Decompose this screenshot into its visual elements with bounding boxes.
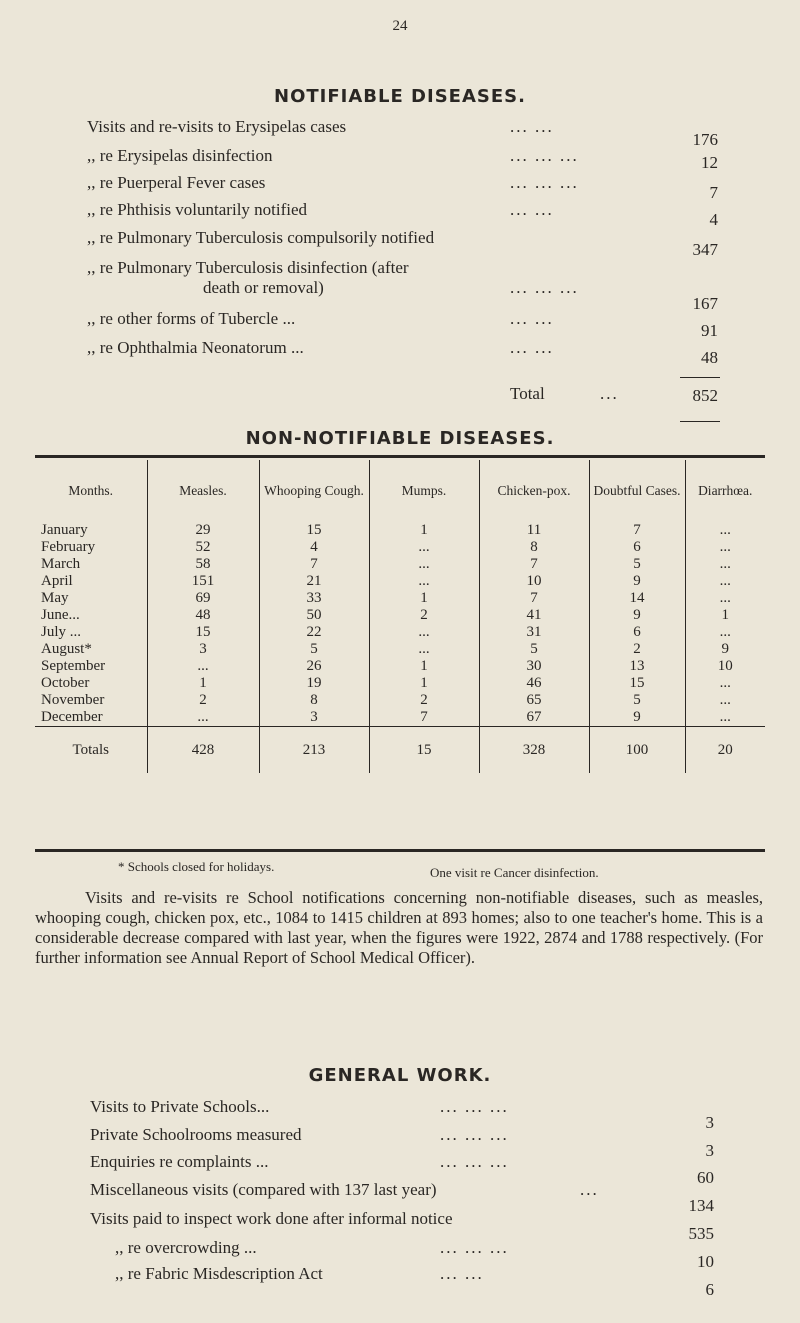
value-cell: 1 bbox=[369, 658, 479, 675]
general-work-value: 535 bbox=[688, 1224, 714, 1243]
notifiable-row-value: 48 bbox=[701, 348, 718, 367]
notifiable-total-dots: ... bbox=[600, 384, 619, 403]
value-cell: ... bbox=[369, 624, 479, 641]
value-cell: ... bbox=[369, 641, 479, 658]
column-header: Doubtful Cases. bbox=[589, 460, 685, 522]
value-cell: 69 bbox=[147, 590, 259, 607]
notifiable-row-label: ,, re Puerperal Fever cases bbox=[87, 173, 266, 192]
notifiable-row-dots: ... ... bbox=[510, 200, 554, 219]
value-cell: 10 bbox=[479, 573, 589, 590]
value-cell: 9 bbox=[589, 607, 685, 624]
value-cell: 48 bbox=[147, 607, 259, 624]
column-header: Chicken-pox. bbox=[479, 460, 589, 522]
value-cell: 1 bbox=[685, 607, 765, 624]
footnote-holidays: * Schools closed for holidays. bbox=[118, 859, 275, 874]
month-cell: April bbox=[41, 573, 73, 589]
month-cell: September bbox=[41, 658, 106, 674]
value-cell: 41 bbox=[479, 607, 589, 624]
month-cell: July ... bbox=[41, 624, 82, 640]
value-cell: 9 bbox=[589, 709, 685, 727]
month-cell: March bbox=[41, 556, 81, 572]
value-cell: 9 bbox=[685, 641, 765, 658]
value-cell: 22 bbox=[259, 624, 369, 641]
month-cell: June... bbox=[41, 607, 80, 623]
general-work-dots: ... ... ... bbox=[440, 1238, 509, 1257]
column-header: Whooping Cough. bbox=[259, 460, 369, 522]
non-notifiable-table bbox=[35, 460, 765, 773]
value-cell: ... bbox=[685, 624, 765, 641]
value-cell: ... bbox=[685, 709, 765, 727]
totals-cell: 328 bbox=[479, 727, 589, 774]
value-cell: ... bbox=[685, 590, 765, 607]
value-cell: 46 bbox=[479, 675, 589, 692]
value-cell: 5 bbox=[589, 556, 685, 573]
general-work-dots: ... ... ... bbox=[440, 1125, 509, 1144]
value-cell: ... bbox=[147, 709, 259, 727]
general-work-dots: ... bbox=[580, 1180, 599, 1199]
general-work-label: Visits to Private Schools... bbox=[90, 1097, 270, 1116]
value-cell: 3 bbox=[259, 709, 369, 727]
value-cell: 10 bbox=[685, 658, 765, 675]
notifiable-row-value: 176 bbox=[692, 130, 718, 149]
value-cell: 3 bbox=[147, 641, 259, 658]
notifiable-row-dots: ... ... ... bbox=[510, 278, 579, 297]
value-cell: 6 bbox=[589, 624, 685, 641]
value-cell: 1 bbox=[369, 522, 479, 539]
value-cell: 1 bbox=[369, 675, 479, 692]
value-cell: 6 bbox=[589, 539, 685, 556]
general-work-dots: ... ... ... bbox=[440, 1097, 509, 1116]
general-work-label: Miscellaneous visits (compared with 137 last year) bbox=[90, 1180, 437, 1199]
value-cell: 65 bbox=[479, 692, 589, 709]
notifiable-title: NOTIFIABLE DISEASES. bbox=[274, 86, 526, 107]
notifiable-row-value: 91 bbox=[701, 321, 718, 340]
notifiable-row-label: ,, re Ophthalmia Neonatorum ... bbox=[87, 338, 304, 357]
value-cell: 2 bbox=[369, 692, 479, 709]
totals-label: Totals bbox=[35, 727, 147, 774]
general-work-value: 60 bbox=[697, 1168, 714, 1187]
table-row bbox=[35, 539, 765, 556]
general-work-label: ,, re overcrowding ... bbox=[115, 1238, 257, 1257]
notifiable-total-label: Total bbox=[510, 384, 545, 403]
month-cell: January bbox=[41, 522, 88, 538]
value-cell: ... bbox=[369, 556, 479, 573]
table-top-rule bbox=[35, 455, 765, 458]
totals-cell: 100 bbox=[589, 727, 685, 774]
table-row bbox=[35, 590, 765, 607]
notifiable-row-dots: ... ... bbox=[510, 309, 554, 328]
value-cell: 15 bbox=[589, 675, 685, 692]
table-row bbox=[35, 641, 765, 658]
value-cell: 15 bbox=[147, 624, 259, 641]
value-cell: 67 bbox=[479, 709, 589, 727]
value-cell: ... bbox=[685, 675, 765, 692]
notifiable-row-value: 167 bbox=[692, 294, 718, 313]
totals-row bbox=[35, 727, 765, 774]
value-cell: 1 bbox=[147, 675, 259, 692]
footnote-cancer: One visit re Cancer disinfection. bbox=[430, 865, 599, 880]
general-work-label: Visits paid to inspect work done after informal notice bbox=[90, 1209, 453, 1228]
general-work-label: Enquiries re complaints ... bbox=[90, 1152, 269, 1171]
value-cell: 5 bbox=[479, 641, 589, 658]
value-cell: 2 bbox=[369, 607, 479, 624]
value-cell: 31 bbox=[479, 624, 589, 641]
value-cell: 8 bbox=[259, 692, 369, 709]
general-work-dots: ... ... bbox=[440, 1264, 484, 1283]
notifiable-row-label: ,, re Erysipelas disinfection bbox=[87, 146, 273, 165]
notifiable-row-label: ,, re other forms of Tubercle ... bbox=[87, 309, 296, 328]
column-header: Diarrhœa. bbox=[685, 460, 765, 522]
notifiable-row-dots: ... ... bbox=[510, 338, 554, 357]
non-notifiable-title: NON-NOTIFIABLE DISEASES. bbox=[245, 428, 555, 449]
value-cell: 14 bbox=[589, 590, 685, 607]
value-cell: 7 bbox=[479, 590, 589, 607]
table-bottom-rule bbox=[35, 849, 765, 852]
notifiable-row-dots: ... ... ... bbox=[510, 173, 579, 192]
value-cell: 58 bbox=[147, 556, 259, 573]
table-row bbox=[35, 607, 765, 624]
notifiable-row-value: 12 bbox=[701, 153, 718, 172]
table-row bbox=[35, 556, 765, 573]
table-row bbox=[35, 522, 765, 539]
notifiable-row-value: 7 bbox=[709, 183, 718, 202]
general-work-value: 134 bbox=[688, 1196, 714, 1215]
month-cell: December bbox=[41, 709, 103, 725]
totals-cell: 15 bbox=[369, 727, 479, 774]
column-header: Measles. bbox=[147, 460, 259, 522]
totals-cell: 20 bbox=[685, 727, 765, 774]
school-notifications-paragraph: Visits and re-visits re School notifications concerning non-notifiable diseases, such as measles, whooping cough, chicken pox, etc., 1084 to 1415 children at 893 homes; also to one teacher's home. This is a considerable decrease compared with last year, when the figures were 1922, 2874 and 1788 respectively. (For further information see Annual Report of School Medical Officer). bbox=[35, 888, 763, 967]
notifiable-row-label: Visits and re-visits to Erysipelas cases bbox=[87, 117, 347, 136]
table-row bbox=[35, 675, 765, 692]
total-rule-top bbox=[680, 377, 720, 378]
notifiable-row-label: ,, re Pulmonary Tuberculosis compulsorily notified bbox=[87, 228, 435, 247]
table-row bbox=[35, 658, 765, 675]
value-cell: 13 bbox=[589, 658, 685, 675]
value-cell: 151 bbox=[147, 573, 259, 590]
notifiable-row-label: death or removal) bbox=[203, 278, 324, 297]
table-row bbox=[35, 573, 765, 590]
value-cell: ... bbox=[685, 692, 765, 709]
month-cell: May bbox=[41, 590, 69, 606]
notifiable-row-dots: ... ... bbox=[510, 117, 554, 136]
value-cell: 21 bbox=[259, 573, 369, 590]
general-work-value: 6 bbox=[705, 1280, 714, 1299]
value-cell: 7 bbox=[589, 522, 685, 539]
value-cell: 4 bbox=[259, 539, 369, 556]
value-cell: ... bbox=[147, 658, 259, 675]
table-header-row bbox=[35, 460, 765, 522]
totals-cell: 428 bbox=[147, 727, 259, 774]
notifiable-row-label: ,, re Phthisis voluntarily notified bbox=[87, 200, 308, 219]
value-cell: ... bbox=[369, 573, 479, 590]
value-cell: 52 bbox=[147, 539, 259, 556]
notifiable-row-dots: ... ... ... bbox=[510, 146, 579, 165]
page-number: 24 bbox=[392, 18, 408, 34]
value-cell: 7 bbox=[369, 709, 479, 727]
table-row bbox=[35, 709, 765, 727]
value-cell: 7 bbox=[259, 556, 369, 573]
value-cell: 15 bbox=[259, 522, 369, 539]
value-cell: ... bbox=[685, 573, 765, 590]
value-cell: 2 bbox=[147, 692, 259, 709]
value-cell: 19 bbox=[259, 675, 369, 692]
value-cell: 5 bbox=[589, 692, 685, 709]
table-body bbox=[35, 522, 765, 773]
column-header: Mumps. bbox=[369, 460, 479, 522]
value-cell: 33 bbox=[259, 590, 369, 607]
value-cell: 50 bbox=[259, 607, 369, 624]
value-cell: 26 bbox=[259, 658, 369, 675]
value-cell: 9 bbox=[589, 573, 685, 590]
value-cell: 29 bbox=[147, 522, 259, 539]
column-header: Months. bbox=[68, 483, 114, 499]
month-cell: October bbox=[41, 675, 90, 691]
month-cell: August* bbox=[41, 641, 92, 657]
notifiable-row-value: 4 bbox=[709, 210, 718, 229]
value-cell: 8 bbox=[479, 539, 589, 556]
general-work-value: 3 bbox=[705, 1141, 714, 1160]
value-cell: 30 bbox=[479, 658, 589, 675]
totals-cell: 213 bbox=[259, 727, 369, 774]
notifiable-total-value: 852 bbox=[692, 386, 718, 405]
general-work-value: 10 bbox=[697, 1252, 714, 1271]
value-cell: 11 bbox=[479, 522, 589, 539]
value-cell: 1 bbox=[369, 590, 479, 607]
value-cell: 7 bbox=[479, 556, 589, 573]
value-cell: ... bbox=[685, 522, 765, 539]
general-work-dots: ... ... ... bbox=[440, 1152, 509, 1171]
value-cell: ... bbox=[685, 539, 765, 556]
value-cell: 5 bbox=[259, 641, 369, 658]
general-work-label: ,, re Fabric Misdescription Act bbox=[115, 1264, 323, 1283]
value-cell: 2 bbox=[589, 641, 685, 658]
notifiable-row-label: ,, re Pulmonary Tuberculosis disinfection (after bbox=[87, 258, 409, 277]
general-work-title: GENERAL WORK. bbox=[308, 1065, 492, 1086]
general-work-label: Private Schoolrooms measured bbox=[90, 1125, 302, 1144]
table-row bbox=[35, 692, 765, 709]
value-cell: ... bbox=[369, 539, 479, 556]
table-row bbox=[35, 624, 765, 641]
value-cell: ... bbox=[685, 556, 765, 573]
month-cell: November bbox=[41, 692, 105, 708]
general-work-value: 3 bbox=[705, 1113, 714, 1132]
total-rule-bottom bbox=[680, 421, 720, 422]
notifiable-row-value: 347 bbox=[692, 240, 718, 259]
month-cell: February bbox=[41, 539, 96, 555]
